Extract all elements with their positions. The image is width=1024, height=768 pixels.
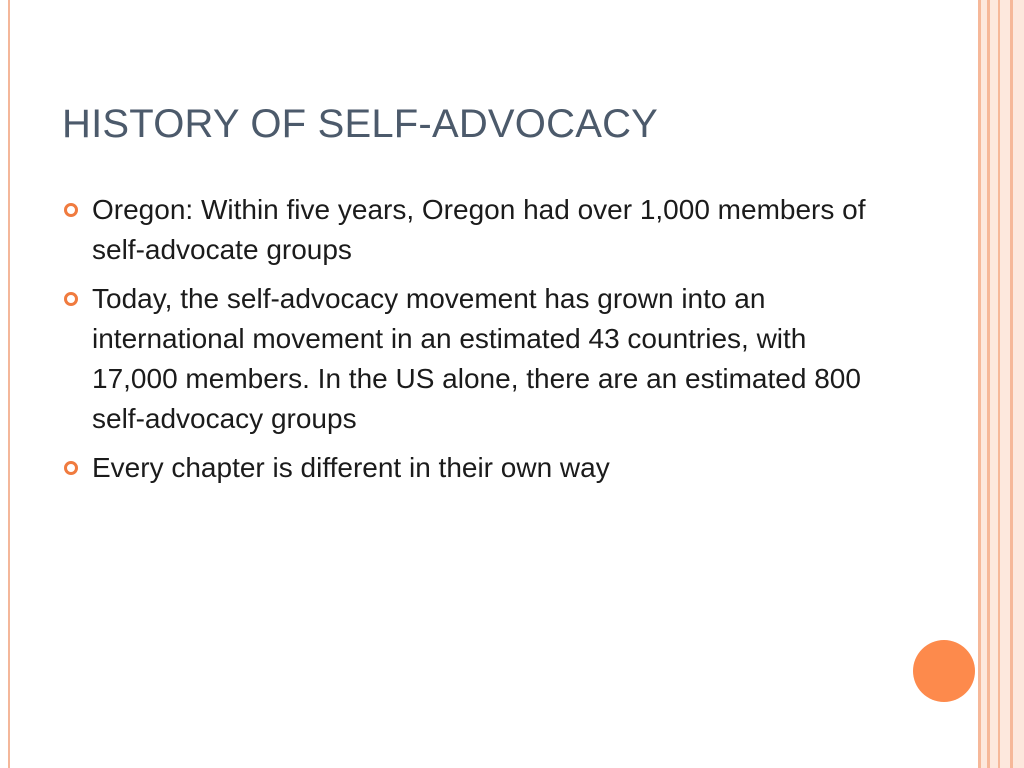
left-border-line [8, 0, 10, 768]
bullet-item [92, 190, 882, 270]
bullet-list [92, 190, 882, 497]
ring-bullet-icon [64, 461, 78, 475]
ring-bullet-icon [64, 203, 78, 217]
right-stripe-border [978, 0, 1024, 768]
ring-bullet-icon [64, 292, 78, 306]
bullet-item [92, 279, 882, 439]
slide-title: HISTORY OF SELF-ADVOCACY [62, 102, 659, 146]
stripe [990, 0, 998, 768]
stripe [1013, 0, 1024, 768]
bullet-text: Today, the self-advocacy movement has grown into an international movement in an estimated 43 countries, with 17,000 members. In the US alone, there are an estimated 800 self-advocacy groups [92, 283, 861, 434]
circle-decoration-icon [913, 640, 975, 702]
bullet-text: Every chapter is different in their own way [92, 452, 610, 483]
bullet-text: Oregon: Within five years, Oregon had over 1,000 members of self-advocate groups [92, 194, 866, 265]
stripe [1000, 0, 1010, 768]
bullet-item [92, 448, 882, 488]
